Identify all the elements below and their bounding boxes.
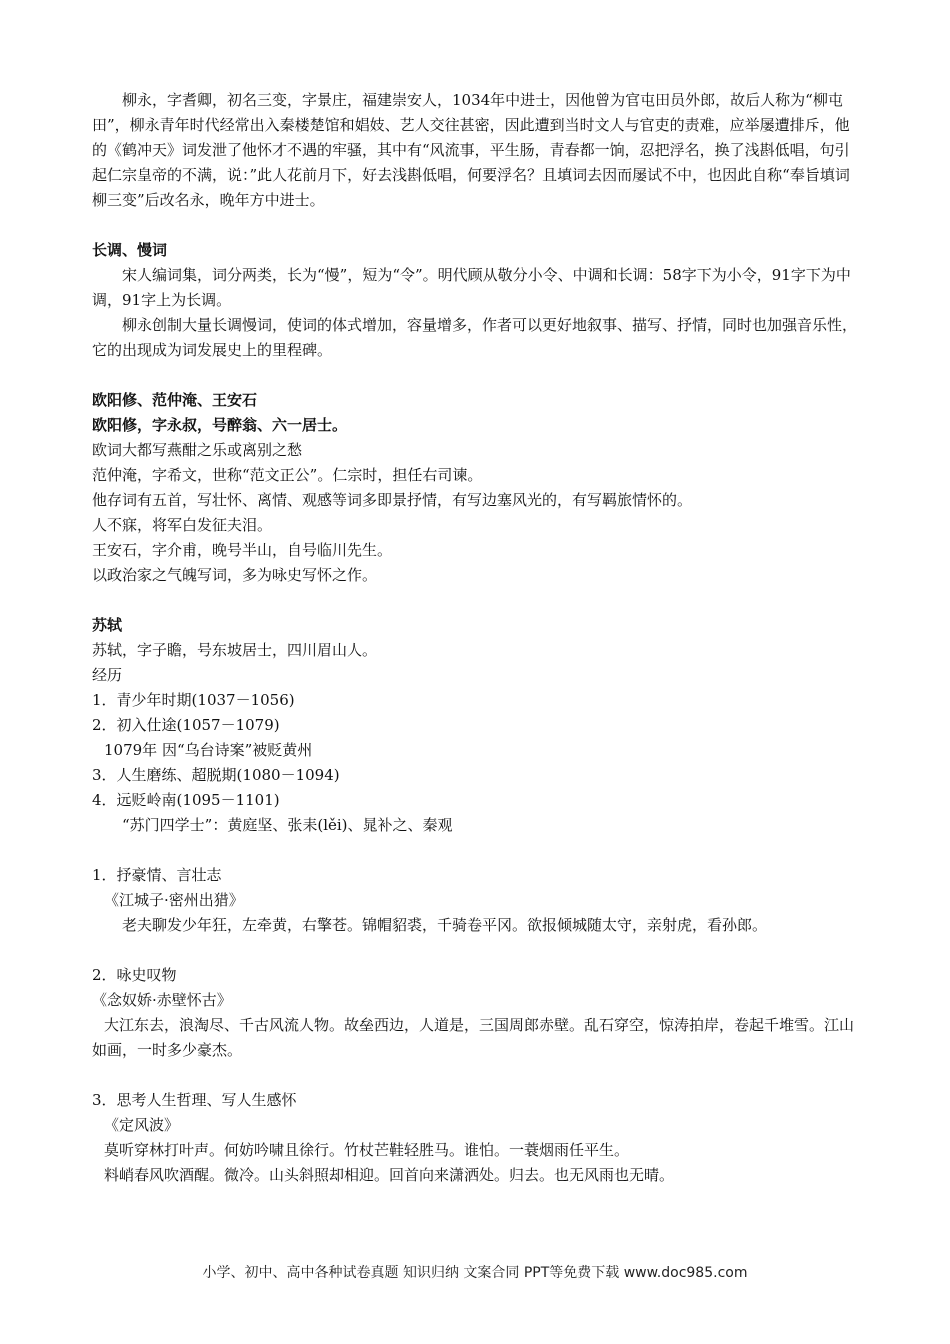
list-item: 1．抒豪情、言壮志 (92, 866, 222, 884)
paragraph: 柳永创制大量长调慢词，使词的体式增加，容量增多，作者可以更好地叙事、描写、抒情，同时也加强音乐性，它的出现成为词发展史上的里程碑。 (92, 316, 858, 359)
text-line: “苏门四学士”：黄庭坚、张耒(lěi)、晁补之、秦观 (122, 816, 453, 834)
list-item: 1．青少年时期(1037－1056) (92, 691, 295, 709)
text-line: 苏轼，字子瞻，号东坡居士，四川眉山人。 (92, 641, 378, 659)
poem-title: 《江城子·密州出猎》 (104, 891, 244, 909)
section-heading-ouyang: 欧阳修、范仲淹、王安石 (92, 391, 258, 409)
poem-text: 料峭春风吹酒醒。微冷。山头斜照却相迎。回首向来潇洒处。归去。也无风雨也无晴。 (104, 1166, 675, 1184)
text-line: 1079年 因“乌台诗案”被贬黄州 (104, 741, 313, 759)
poem-text: 大江东去，浪淘尽、千古风流人物。故垒西边，人道是，三国周郎赤壁。乱石穿空，惊涛拍岸，卷起千堆雪。江山如画，一时多少豪杰。 (92, 1016, 855, 1059)
list-item: 2．咏史叹物 (92, 966, 177, 984)
poem-text: 莫听穿林打叶声。何妨吟啸且徐行。竹杖芒鞋轻胜马。谁怕。一蓑烟雨任平生。 (104, 1141, 630, 1159)
list-item: 3．思考人生哲理、写人生感怀 (92, 1091, 297, 1109)
text-line: 欧词大都写燕酣之乐或离别之愁 (92, 441, 303, 459)
list-item: 2．初入仕途(1057－1079) (92, 716, 280, 734)
paragraph: 宋人编词集，词分两类，长为“慢”，短为“令”。明代顾从敬分小令、中调和长调：58字下为小令，91字下为中调，91字上为长调。 (92, 266, 851, 309)
section-heading-su-shi: 苏轼 (92, 616, 123, 634)
list-item: 4．远贬岭南(1095－1101) (92, 791, 280, 809)
intro-paragraph: 柳永，字耆卿，初名三变，字景庄，福建崇安人，1034年中进士，因他曾为官屯田员外郎，故后人称为“柳屯田”，柳永青年时代经常出入秦楼楚馆和娼妓、艺人交往甚密，因此遭到当时文人与官吏的责难，应举屡遭排斥，他的《鹤冲天》词发泄了他怀才不遇的牢骚，其中有“风流事，平生肠，青春都一饷，忍把浮名，换了浅斟低唱，句引起仁宗皇帝的不满，说：”此人花前月下，好去浅斟低唱，何要浮名？且填词去因而屡试不中，也因此自称“奉旨填词柳三变”后改名永，晚年方中进士。 (92, 91, 850, 209)
poem-title: 《定风波》 (104, 1116, 180, 1134)
text-line: 他存词有五首，写壮怀、离情、观感等词多即景抒情，有写边塞风光的，有写羁旅情怀的。 (92, 491, 693, 509)
text-line: 人不寐，将军白发征夫泪。 (92, 516, 273, 534)
text-line: 以政治家之气魄写词，多为咏史写怀之作。 (92, 566, 378, 584)
poem-text: 老夫聊发少年狂，左牵黄，右擎苍。锦帽貂裘，千骑卷平冈。欲报倾城随太守，亲射虎，看孙郎。 (122, 916, 768, 934)
document-body (92, 88, 860, 1188)
text-line: 范仲淹，字希文，世称“范文正公”。仁宗时，担任右司谏。 (92, 466, 483, 484)
text-line: 王安石，字介甫，晚号半山，自号临川先生。 (92, 541, 393, 559)
section-heading-long-tune: 长调、慢词 (92, 241, 168, 259)
subheading-ouyang: 欧阳修，字永叔，号醉翁、六一居士。 (92, 416, 348, 434)
page-footer: 小学、初中、高中各种试卷真题 知识归纳 文案合同 PPT等免费下载 www.doc985.com (202, 1265, 748, 1281)
text-line: 经历 (92, 666, 123, 684)
poem-title: 《念奴娇·赤壁怀古》 (92, 991, 232, 1009)
list-item: 3．人生磨练、超脱期(1080－1094) (92, 766, 340, 784)
